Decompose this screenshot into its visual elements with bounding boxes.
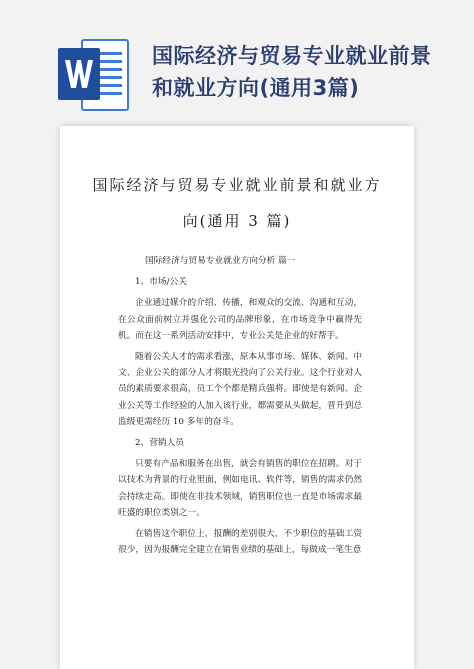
header-title-line2: 和就业方向(通用3篇) <box>152 76 360 100</box>
word-document-icon <box>58 38 130 112</box>
document-body <box>118 253 362 558</box>
paragraph-3: 只要有产品和服务在出售，就会有销售的职位在招聘。对于以技术为背景的行业里面，例如电讯、软件等，销售的需求仍然会持续走高。即使在非技术领域，销售职位也一直是市场需求最旺盛的职位类别之一。 <box>118 459 362 518</box>
document-heading: 国际经济与贸易专业就业方向分析 篇一 <box>145 256 296 266</box>
section-heading-2: 2、营销人员 <box>135 438 184 449</box>
section-heading-1: 1、市场/公关 <box>135 277 187 288</box>
document-title-line2: 向(通用 3 篇) <box>182 212 292 230</box>
paragraph-2: 随着公关人才的需求看涨，原本从事市场、媒体、新闻、中文、企业公关的部分人才将眼光投向了公关行业。这个行业对人员的素质要求很高，员工个个都是精兵强将。即使是有新闻、企业公关等工作经验的人加入该行业，都需要从头做起，晋升到总监级更需经历 10 多年的奋斗。 <box>118 352 362 427</box>
page-header <box>0 0 474 112</box>
document-page <box>60 126 414 669</box>
header-title <box>152 40 468 104</box>
document-title-line1: 国际经济与贸易专业就业前景和就业方 <box>92 176 382 194</box>
paragraph-4: 在销售这个职位上，报酬的差别很大，不少职位的基础工资很少，因为报酬完全建立在销售业绩的基础上，每做成一笔生意 <box>118 529 362 556</box>
header-title-line1: 国际经济与贸易专业就业前景 <box>152 44 432 68</box>
paragraph-1: 企业通过媒介的介绍、传播，和观众的交流、沟通和互动，在公众面前树立并强化公司的品牌形象，在市场竞争中赢得先机。而在这一系列活动安排中，专业公关是企业的好帮手。 <box>118 298 362 341</box>
